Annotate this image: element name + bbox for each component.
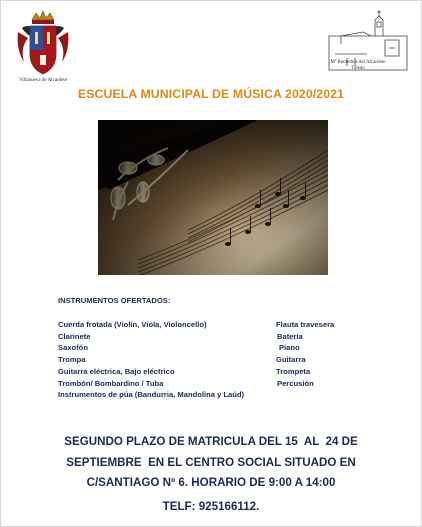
instruments-left-list <box>58 319 244 401</box>
clarinet-sheet-music-photo <box>98 120 328 275</box>
crest-caption: Villanueva de Alcardete <box>18 78 67 83</box>
list-item: Guitarra <box>276 355 306 365</box>
notice-line: SEGUNDO PLAZO DE MATRICULA DEL 15 AL 24 DE <box>64 435 358 448</box>
list-item: Batería <box>277 331 303 341</box>
list-item: Trompa <box>58 355 86 365</box>
list-item: Percusión <box>277 378 314 388</box>
notice-line: SEPTIEMBRE EN EL CENTRO SOCIAL SITUADO EN <box>66 455 356 469</box>
municipal-crest-logo <box>14 10 72 80</box>
list-item: Instrumentos de púa (Bandurria, Mandolina y Laúd) <box>58 390 245 400</box>
instruments-heading: INSTRUMENTOS OFERTADOS: <box>58 296 171 305</box>
list-item: Cuerda frotada (Violín, Viola, Violoncello) <box>58 320 207 329</box>
enrollment-notice <box>20 432 402 494</box>
list-item: Trompeta <box>276 366 311 376</box>
list-item: Saxofón <box>58 343 88 353</box>
church-caption-line1: Mª Remedios del Alcardete <box>330 60 386 65</box>
list-item: Flauta travesera <box>276 320 335 329</box>
page-title: ESCUELA MUNICIPAL DE MÚSICA 2020/2021 <box>77 87 345 101</box>
list-item: Trombón/ Bombardino / Tuba <box>58 378 164 388</box>
list-item: Piano <box>279 343 300 353</box>
church-caption-line2: Toledo <box>351 66 365 71</box>
list-item: Clarinete <box>58 331 91 341</box>
list-item: Guitarra eléctrica, Bajo eléctrico <box>58 366 175 376</box>
phone-number: TELF: 925166112. <box>162 500 260 513</box>
church-caption <box>328 60 388 72</box>
notice-line: C/SANTIAGO Nº 6. HORARIO DE 9:00 A 14:00 <box>86 476 336 489</box>
